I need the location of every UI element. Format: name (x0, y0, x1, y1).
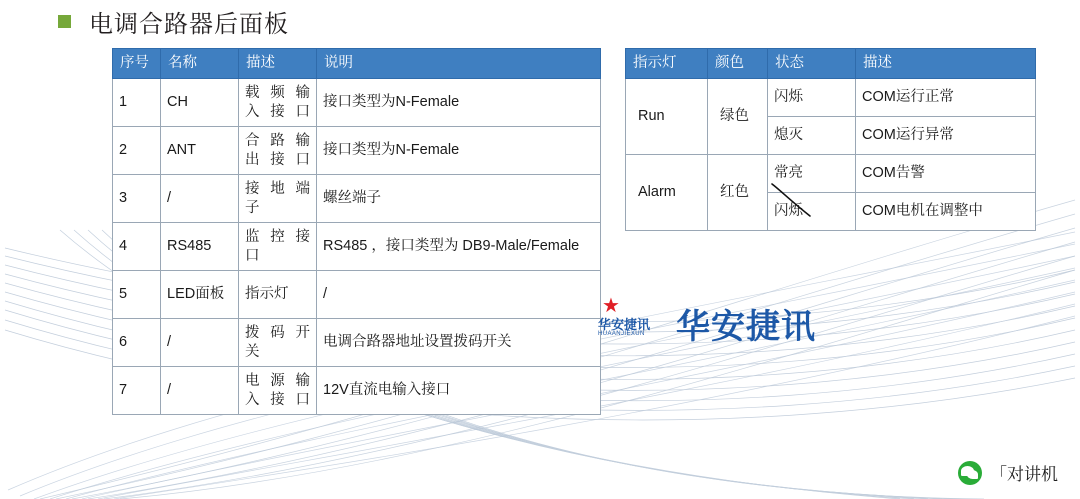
star-icon: ★ (602, 295, 620, 317)
cell-idesc: COM告警 (856, 155, 1036, 193)
cell-name: / (161, 367, 239, 415)
cell-no: 1 (113, 79, 161, 127)
column-header-idesc: 描述 (856, 49, 1036, 79)
brand-mark-en: HUAANJIEXUN (598, 331, 645, 337)
cell-name: LED面板 (161, 271, 239, 319)
cell-desc: 监 控 接 口 (239, 223, 317, 271)
port-table-container (112, 48, 600, 415)
column-header-desc: 描述 (239, 49, 317, 79)
column-header-note: 说明 (317, 49, 601, 79)
cell-no: 4 (113, 223, 161, 271)
cell-no: 6 (113, 319, 161, 367)
cell-desc: 接 地 端 子 (239, 175, 317, 223)
cell-light: Run (626, 79, 708, 155)
cell-note: 电调合路器地址设置拨码开关 (317, 319, 601, 367)
cell-no: 2 (113, 127, 161, 175)
cell-desc: 电 源 输 入接口 (239, 367, 317, 415)
cell-note: 接口类型为N-Female (317, 79, 601, 127)
cell-no: 3 (113, 175, 161, 223)
cell-note: 螺丝端子 (317, 175, 601, 223)
table-header-row (626, 49, 1036, 79)
cell-state: 闪烁 (768, 79, 856, 117)
cell-name: / (161, 175, 239, 223)
table-row (113, 367, 601, 415)
table-row (113, 223, 601, 271)
cell-name: ANT (161, 127, 239, 175)
column-header-state: 状态 (768, 49, 856, 79)
wechat-label: 「对讲机 (990, 465, 1058, 484)
cell-state: 常亮 (768, 155, 856, 193)
column-header-light: 指示灯 (626, 49, 708, 79)
cell-state: 熄灭 (768, 117, 856, 155)
cell-note: 12V直流电输入接口 (317, 367, 601, 415)
column-header-color: 颜色 (708, 49, 768, 79)
table-row (113, 79, 601, 127)
table-row (113, 175, 601, 223)
port-table (112, 48, 601, 415)
table-row (626, 79, 1036, 117)
indicator-table-container (625, 48, 1035, 231)
cell-idesc: COM运行正常 (856, 79, 1036, 117)
cell-note: 接口类型为N-Female (317, 127, 601, 175)
cell-name: RS485 (161, 223, 239, 271)
column-header-no: 序号 (113, 49, 161, 79)
bullet-icon (58, 15, 71, 28)
cell-desc: 指示灯 (239, 271, 317, 319)
cell-no: 5 (113, 271, 161, 319)
page-title-text: 电调合路器后面板 (89, 11, 289, 38)
wechat-badge (958, 460, 1058, 485)
cell-note: / (317, 271, 601, 319)
table-row (626, 155, 1036, 193)
cell-desc: 拨 码 开 关 (239, 319, 317, 367)
cell-name: / (161, 319, 239, 367)
brand-mark-cn: 华安捷讯 (598, 317, 651, 332)
table-row (113, 127, 601, 175)
brand-mark-icon (596, 294, 670, 352)
cell-light: Alarm (626, 155, 708, 231)
table-row (113, 319, 601, 367)
column-header-name: 名称 (161, 49, 239, 79)
cell-name: CH (161, 79, 239, 127)
cell-desc: 合 路 输 出接口 (239, 127, 317, 175)
cell-desc: 载 频 输 入接口 (239, 79, 317, 127)
cell-note: RS485 ，接口类型为 DB9-Male/Female (317, 223, 601, 271)
cell-state: 闪烁 (768, 193, 856, 231)
cell-idesc: COM电机在调整中 (856, 193, 1036, 231)
table-header-row (113, 49, 601, 79)
cell-color: 红色 (708, 155, 768, 231)
indicator-table (625, 48, 1036, 231)
cell-idesc: COM运行异常 (856, 117, 1036, 155)
brand-name: 华安捷讯 (676, 307, 816, 346)
wechat-icon (958, 461, 982, 485)
table-row (113, 271, 601, 319)
cell-no: 7 (113, 367, 161, 415)
brand-logo (596, 292, 846, 354)
cell-color: 绿色 (708, 79, 768, 155)
page-title (58, 4, 289, 39)
